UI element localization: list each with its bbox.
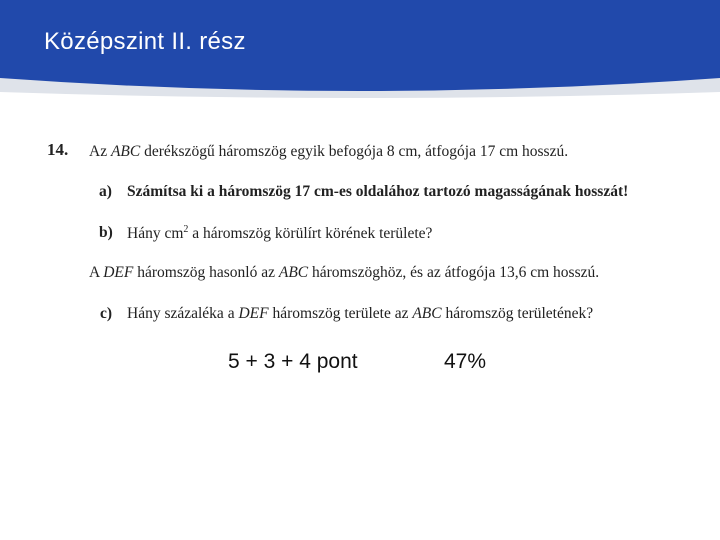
- problem-intro: Az ABC derékszögű háromszög egyik befogója 8 cm, átfogója 17 cm hosszú.: [89, 143, 569, 160]
- part-c-label: c): [100, 305, 113, 322]
- similar-triangle-statement: A DEF háromszög hasonló az ABC háromszöghöz, és az átfogója 13,6 cm hosszú.: [89, 264, 600, 281]
- part-b-text: Hány $cm^2$ a háromszög körülírt körének területe?: [127, 224, 433, 243]
- part-a-label: a): [99, 183, 112, 200]
- part-b-label: b): [99, 224, 113, 241]
- success-percentage: 47%: [444, 350, 487, 373]
- problem-number: 14.: [47, 140, 69, 159]
- points-breakdown: 5 + 3 + 4 pont: [228, 350, 358, 373]
- part-c-text: Hány százaléka a DEF háromszög területe az ABC háromszög területének?: [127, 305, 594, 322]
- part-a-text: Számítsa ki a háromszög 17 cm-es oldalához tartozó magasságának hosszát!: [127, 183, 629, 200]
- slide-title: Középszint II. rész: [44, 28, 246, 55]
